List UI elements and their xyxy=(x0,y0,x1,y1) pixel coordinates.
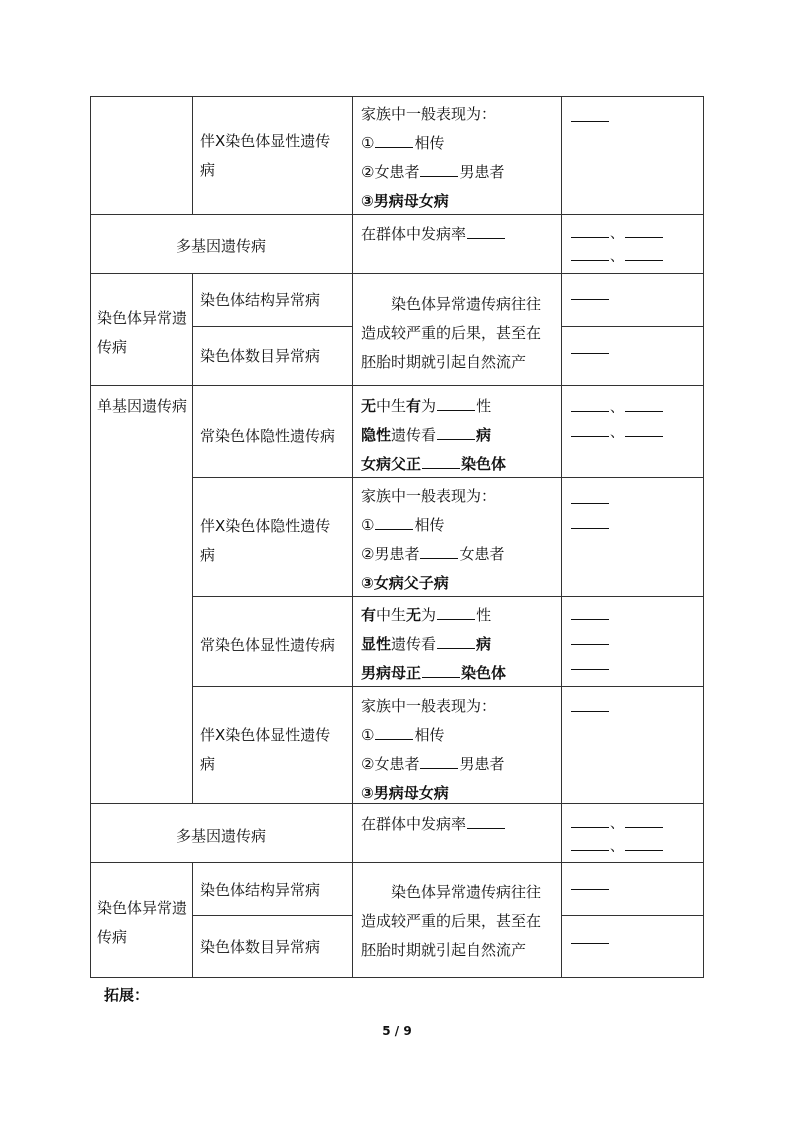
blank-line[interactable] xyxy=(422,663,460,678)
blank-line[interactable] xyxy=(437,605,475,620)
disease-name: 伴X染色体显性遗传病 xyxy=(200,726,331,773)
feature-line: 染色体异常遗传病往往 xyxy=(391,295,542,313)
border-right xyxy=(703,96,704,978)
feature-line: 在群体中发病率 xyxy=(361,220,506,249)
blank-line[interactable] xyxy=(437,396,475,411)
blank-line[interactable] xyxy=(625,223,663,238)
blank-line[interactable] xyxy=(467,814,505,829)
answer-cell: 、 、 xyxy=(570,220,664,272)
feature-line: 隐性遗传看 病 xyxy=(361,426,492,444)
disease-name: 染色体数目异常病 xyxy=(200,347,321,365)
feature-line: 胚胎时期就引起自然流产 xyxy=(361,941,527,959)
feature-cell xyxy=(361,692,504,808)
feature-line: ① 相传 xyxy=(361,134,445,152)
blank-line[interactable] xyxy=(625,422,663,437)
col-divider-2b xyxy=(192,273,193,803)
feature-line: 女病父正 染色体 xyxy=(361,455,507,473)
feature-line: 染色体异常遗传病往往 xyxy=(391,883,542,901)
feature-line: 家族中一般表现为： xyxy=(361,697,497,715)
blank-line[interactable] xyxy=(625,813,663,828)
border-bottom xyxy=(90,977,704,978)
border-top xyxy=(90,96,704,97)
feature-cell xyxy=(361,482,504,598)
blank-line[interactable] xyxy=(571,339,609,354)
disease-name: 多基因遗传病 xyxy=(175,827,266,845)
feature-line: 显性遗传看 病 xyxy=(361,635,492,653)
blank-line[interactable] xyxy=(571,605,609,620)
feature-cell xyxy=(361,290,541,377)
blank-line[interactable] xyxy=(571,836,609,851)
feature-line: 胚胎时期就引起自然流产 xyxy=(361,353,527,371)
feature-line: ① 相传 xyxy=(361,726,445,744)
feature-line: ②女患者 男患者 xyxy=(361,163,505,181)
row-line xyxy=(561,326,704,327)
group-name: 单基因遗传病 xyxy=(97,397,188,415)
blank-line[interactable] xyxy=(437,425,475,440)
blank-line[interactable] xyxy=(571,655,609,670)
group-name: 染色体异常遗传病 xyxy=(97,309,188,356)
disease-name: 常染色体隐性遗传病 xyxy=(200,427,336,445)
blank-line[interactable] xyxy=(420,162,458,177)
blank-line[interactable] xyxy=(571,813,609,828)
disease-name-text: 伴X染色体显性遗传病 xyxy=(200,132,331,179)
feature-line: 男病母正 染色体 xyxy=(361,664,507,682)
answer-cell xyxy=(570,282,610,311)
blank-line[interactable] xyxy=(420,544,458,559)
disease-name: 染色体结构异常病 xyxy=(200,881,321,899)
feature-line: ③男病母女病 xyxy=(361,784,449,802)
blank-line[interactable] xyxy=(571,107,609,122)
feature-cell xyxy=(361,878,541,965)
blank-line[interactable] xyxy=(571,630,609,645)
blank-line[interactable] xyxy=(571,246,609,261)
feature-line: ②男患者 女患者 xyxy=(361,545,505,563)
blank-line[interactable] xyxy=(375,133,413,148)
disease-name: 染色体结构异常病 xyxy=(200,291,321,309)
answer-cell: 、 、 xyxy=(570,810,664,862)
feature-cell xyxy=(361,100,504,216)
blank-line[interactable] xyxy=(571,223,609,238)
blank-line[interactable] xyxy=(467,224,505,239)
row-line xyxy=(90,385,704,386)
row-line xyxy=(90,862,704,863)
answer-cell: 、 、 xyxy=(570,394,664,448)
blank-line[interactable] xyxy=(437,634,475,649)
blank-line[interactable] xyxy=(571,929,609,944)
row-line xyxy=(561,915,704,916)
answer-cell xyxy=(570,336,610,365)
disease-name: 染色体数目异常病 xyxy=(200,938,321,956)
disease-name: 多基因遗传病 xyxy=(175,237,266,255)
blank-line[interactable] xyxy=(625,246,663,261)
answer-cell xyxy=(570,602,610,681)
blank-line[interactable] xyxy=(571,697,609,712)
feature-line: 在群体中发病率 xyxy=(361,810,506,839)
disease-name: 常染色体显性遗传病 xyxy=(200,636,336,654)
disease-name: 伴X染色体隐性遗传病 xyxy=(200,517,331,564)
blank-line[interactable] xyxy=(571,422,609,437)
feature-line: ③男病母女病 xyxy=(361,192,449,210)
answer-cell xyxy=(570,926,610,955)
feature-line: 有中生无为 性 xyxy=(361,606,492,624)
blank-line[interactable] xyxy=(625,397,663,412)
blank-line[interactable] xyxy=(375,515,413,530)
col-divider-4 xyxy=(561,96,562,978)
feature-line: 无中生有为 性 xyxy=(361,397,492,415)
extension-label: 拓展： xyxy=(104,986,150,1004)
blank-line[interactable] xyxy=(571,489,609,504)
feature-line: ① 相传 xyxy=(361,516,445,534)
blank-line[interactable] xyxy=(422,454,460,469)
feature-cell xyxy=(361,601,506,688)
feature-line: 家族中一般表现为： xyxy=(361,105,497,123)
answer-cell xyxy=(570,486,610,540)
page-number: 5 / 9 xyxy=(382,1024,412,1038)
answer-cell xyxy=(570,872,610,901)
feature-line: ②女患者 男患者 xyxy=(361,755,505,773)
answer-cell xyxy=(570,104,610,133)
row-line xyxy=(90,273,704,274)
feature-line: 家族中一般表现为： xyxy=(361,487,497,505)
blank-line[interactable] xyxy=(375,725,413,740)
blank-line[interactable] xyxy=(571,875,609,890)
disease-table xyxy=(90,96,704,978)
row-line xyxy=(192,326,352,327)
blank-line[interactable] xyxy=(420,754,458,769)
row-line xyxy=(192,915,352,916)
blank-line[interactable] xyxy=(571,514,609,529)
blank-line[interactable] xyxy=(625,836,663,851)
feature-line: 造成较严重的后果，甚至在 xyxy=(361,324,542,342)
col-divider-2c xyxy=(192,862,193,978)
feature-cell xyxy=(361,392,506,479)
blank-line[interactable] xyxy=(571,285,609,300)
group-name: 染色体异常遗传病 xyxy=(97,899,188,946)
answer-cell xyxy=(570,694,610,723)
col-divider-2a xyxy=(192,96,193,214)
feature-line: ③女病父子病 xyxy=(361,574,449,592)
disease-name xyxy=(200,127,340,185)
col-divider-3 xyxy=(352,96,353,978)
blank-line[interactable] xyxy=(571,397,609,412)
feature-line: 造成较严重的后果，甚至在 xyxy=(361,912,542,930)
